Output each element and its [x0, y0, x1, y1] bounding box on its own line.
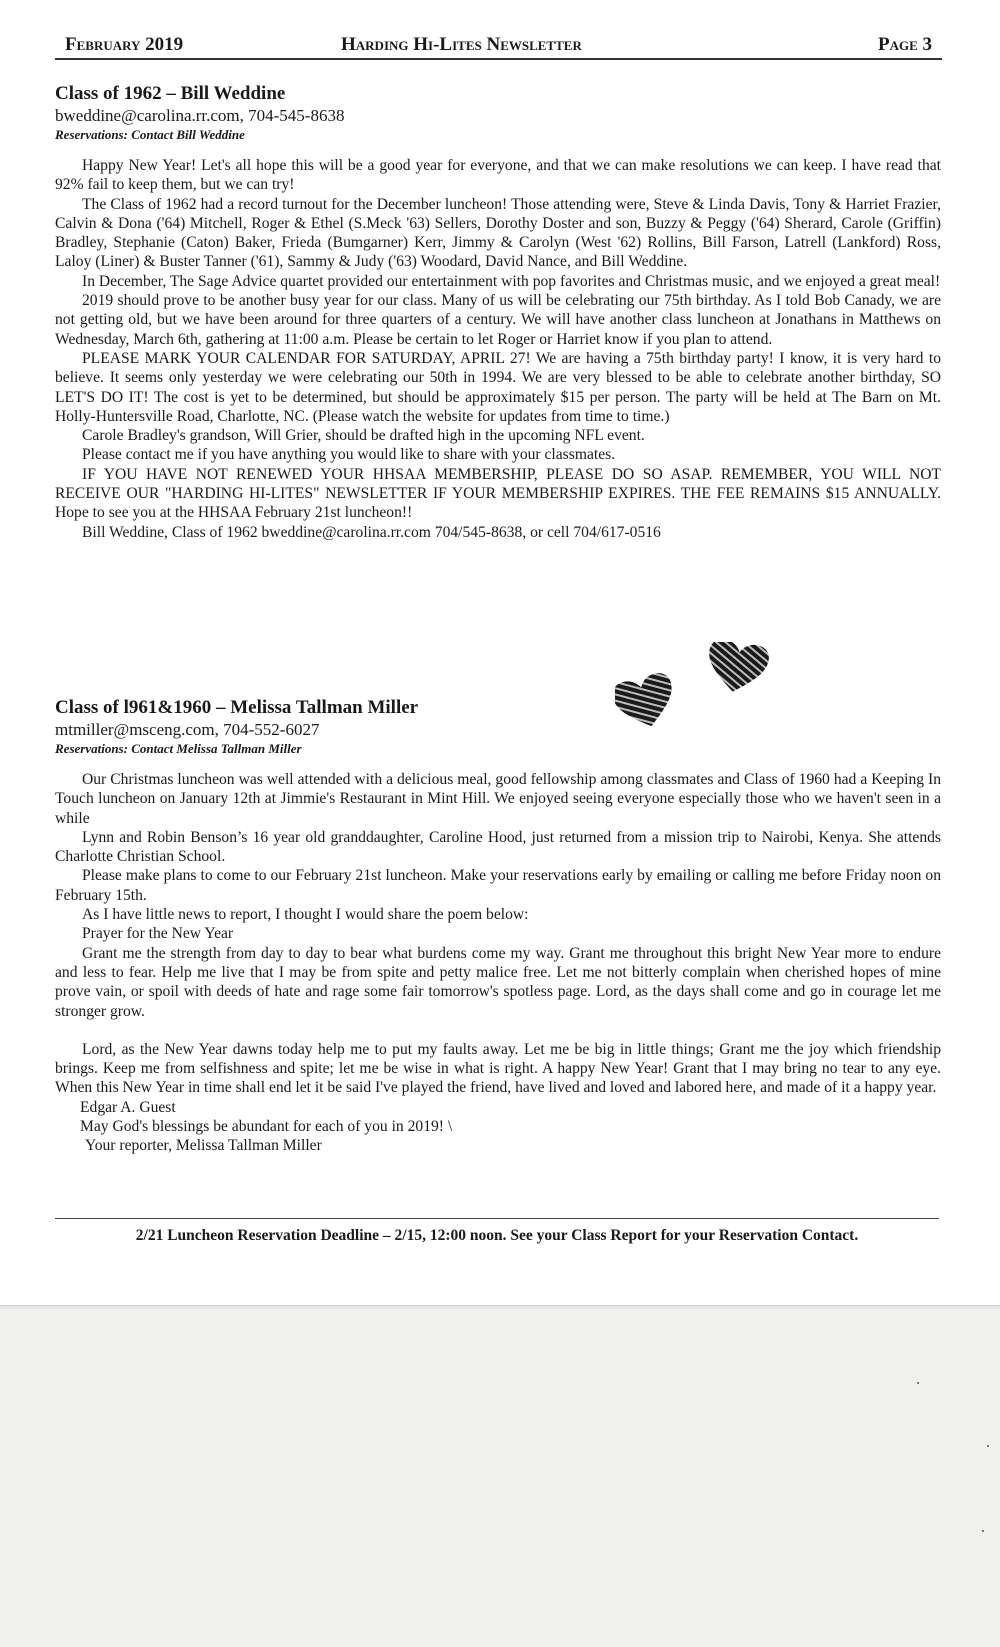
section-title: Class of 1962 – Bill Weddine [55, 83, 286, 104]
closing-wish: May God's blessings be abundant for each of you in 2019! \ [80, 1118, 453, 1136]
paragraph: PLEASE MARK YOUR CALENDAR FOR SATURDAY, APRIL 27! We are having a 75th birthday party! I know, it is very hard to believe. It seems only yesterday we were celebrating our 50th in 1994. We are very blessed to be able to celebrate another birthday, SO LET'S DO IT! The cost is yet to be determined, but should be approximately $15 per person. The party will be held at The Barn on Mt. Holly-Huntersville Road, Charlotte, NC. (Please watch the website for updates from time to time.) [55, 349, 941, 425]
paper-speck [982, 1530, 984, 1532]
reservations-note: Reservations: Contact Bill Weddine [55, 127, 245, 142]
report-body [55, 156, 941, 542]
class-1962-report [55, 82, 941, 542]
poem-author: Edgar A. Guest [80, 1098, 176, 1116]
heart-icon [703, 642, 771, 697]
paragraph: Lynn and Robin Benson’s 16 year old granddaughter, Caroline Hood, just returned from a mission trip to Nairobi, Kenya. She attends Charlotte Christian School. [55, 828, 941, 866]
paragraph: Please make plans to come to our February 21st luncheon. Make your reservations early by emailing or calling me before Friday noon on February 15th. [55, 867, 941, 904]
paper-speck [917, 1382, 919, 1384]
paper-speck [987, 1445, 989, 1447]
poem-stanza: Grant me the strength from day to day to bear what burdens come my way. Grant me throughout this bright New Year more to endure and less to fear. Help me live that I may be from spite and petty malice free. Let me not bitterly complain when cherished hopes of mine prove vain, or spoil with deeds of hate and rage some fair tomorrow's spotless page. Lord, as the days shall come and go in courage let me stronger grow. [55, 944, 941, 1020]
poem-stanza: Lord, as the New Year dawns today help me to put my faults away. Let me be big in little things; Grant me the joy which friendship brings. Keep me from selfishness and spite; let me be wise in what is right. A happy New Year! Grant that I may bring no tear to any eye. When this New Year in time shall end let it be said I've played the friend, have lived and loved and labored here, and made of it a happy year. [55, 1040, 941, 1097]
newsletter-title: Harding Hi-Lites Newsletter [341, 34, 582, 55]
paragraph: As I have little news to report, I thought I would share the poem below: [82, 906, 529, 924]
contact-info: bweddine@carolina.rr.com, 704-545-8638 [55, 106, 345, 125]
signature: Bill Weddine, Class of 1962 bweddine@carolina.rr.com 704/545-8638, or cell 704/617-0516 [82, 523, 661, 541]
paragraph: The Class of 1962 had a record turnout for the December luncheon! Those attending were, Steve & Linda Davis, Tony & Harriet Frazier, Calvin & Dona ('64) Mitchell, Roger & Ethel (S.Meck '63) Sellers, Dorothy Doster and son, Buzzy & Peggy ('64) Sherard, Carole (Griffin) Bradley, Stephanie (Caton) Baker, Frieda (Bumgarner) Kerr, Jimmy & Carolyn (West '62) Rollins, Bill Farson, Latrell (Lankford) Ross, Laloy (Liner) & Buster Tanner ('61), Sammy & Judy ('63) Woodard, David Nance, and Bill Weddine. [55, 195, 941, 271]
paragraph: Happy New Year! Let's all hope this will be a good year for everyone, and that we can make resolutions we can keep. I have read that 92% fail to keep them, but we can try! [55, 157, 941, 194]
class-1961-1960-report [55, 696, 941, 1156]
paragraph: Please contact me if you have anything you would like to share with your classmates. [82, 446, 616, 464]
paragraph: In December, The Sage Advice quartet provided our entertainment with pop favorites and Christmas music, and we enjoyed a great meal! [82, 272, 941, 290]
paragraph: Our Christmas luncheon was well attended with a delicious meal, good fellowship among classmates and Class of 1960 had a Keeping In Touch luncheon on January 12th at Jimmie's Restaurant in Mint Hill. We enjoyed seeing everyone especially those who we haven't seen in a while [55, 771, 941, 827]
reservation-deadline-note: 2/21 Luncheon Reservation Deadline – 2/15, 12:00 noon. See your Class Report for your Reservation Contact. [135, 1227, 859, 1244]
paragraph: 2019 should prove to be another busy year for our class. Many of us will be celebrating our 75th birthday. As I told Bob Canady, we are not getting old, but we have been around for three quarters of a century. We will have another class luncheon at Jonathans in Matthews on Wednesday, March 6th, gathering at 11:00 a.m. Please be certain to let Roger or Harriet know if you plan to attend. [55, 292, 941, 348]
contact-info: mtmiller@msceng.com, 704-552-6027 [55, 720, 320, 739]
issue-date: February 2019 [65, 34, 184, 55]
section-title: Class of l961&1960 – Melissa Tallman Miller [55, 697, 419, 718]
paragraph: Carole Bradley's grandson, Will Grier, should be drafted high in the upcoming NFL event. [82, 427, 645, 445]
paragraph: IF YOU HAVE NOT RENEWED YOUR HHSAA MEMBERSHIP, PLEASE DO SO ASAP. REMEMBER, YOU WILL NOT RECEIVE OUR "HARDING HI-LITES" NEWSLETTER IF YOUR MEMBERSHIP EXPIRES. THE FEE REMAINS $15 ANNUALLY. Hope to see you at the HHSAA February 21st luncheon!! [55, 465, 941, 522]
footer-divider [55, 1218, 939, 1219]
page-header [55, 34, 942, 60]
poem-title: Prayer for the New Year [82, 925, 234, 943]
signature: Your reporter, Melissa Tallman Miller [85, 1137, 322, 1155]
report-body [55, 770, 941, 1156]
page-number: Page 3 [877, 34, 932, 55]
reservations-note: Reservations: Contact Melissa Tallman Miller [55, 741, 302, 756]
